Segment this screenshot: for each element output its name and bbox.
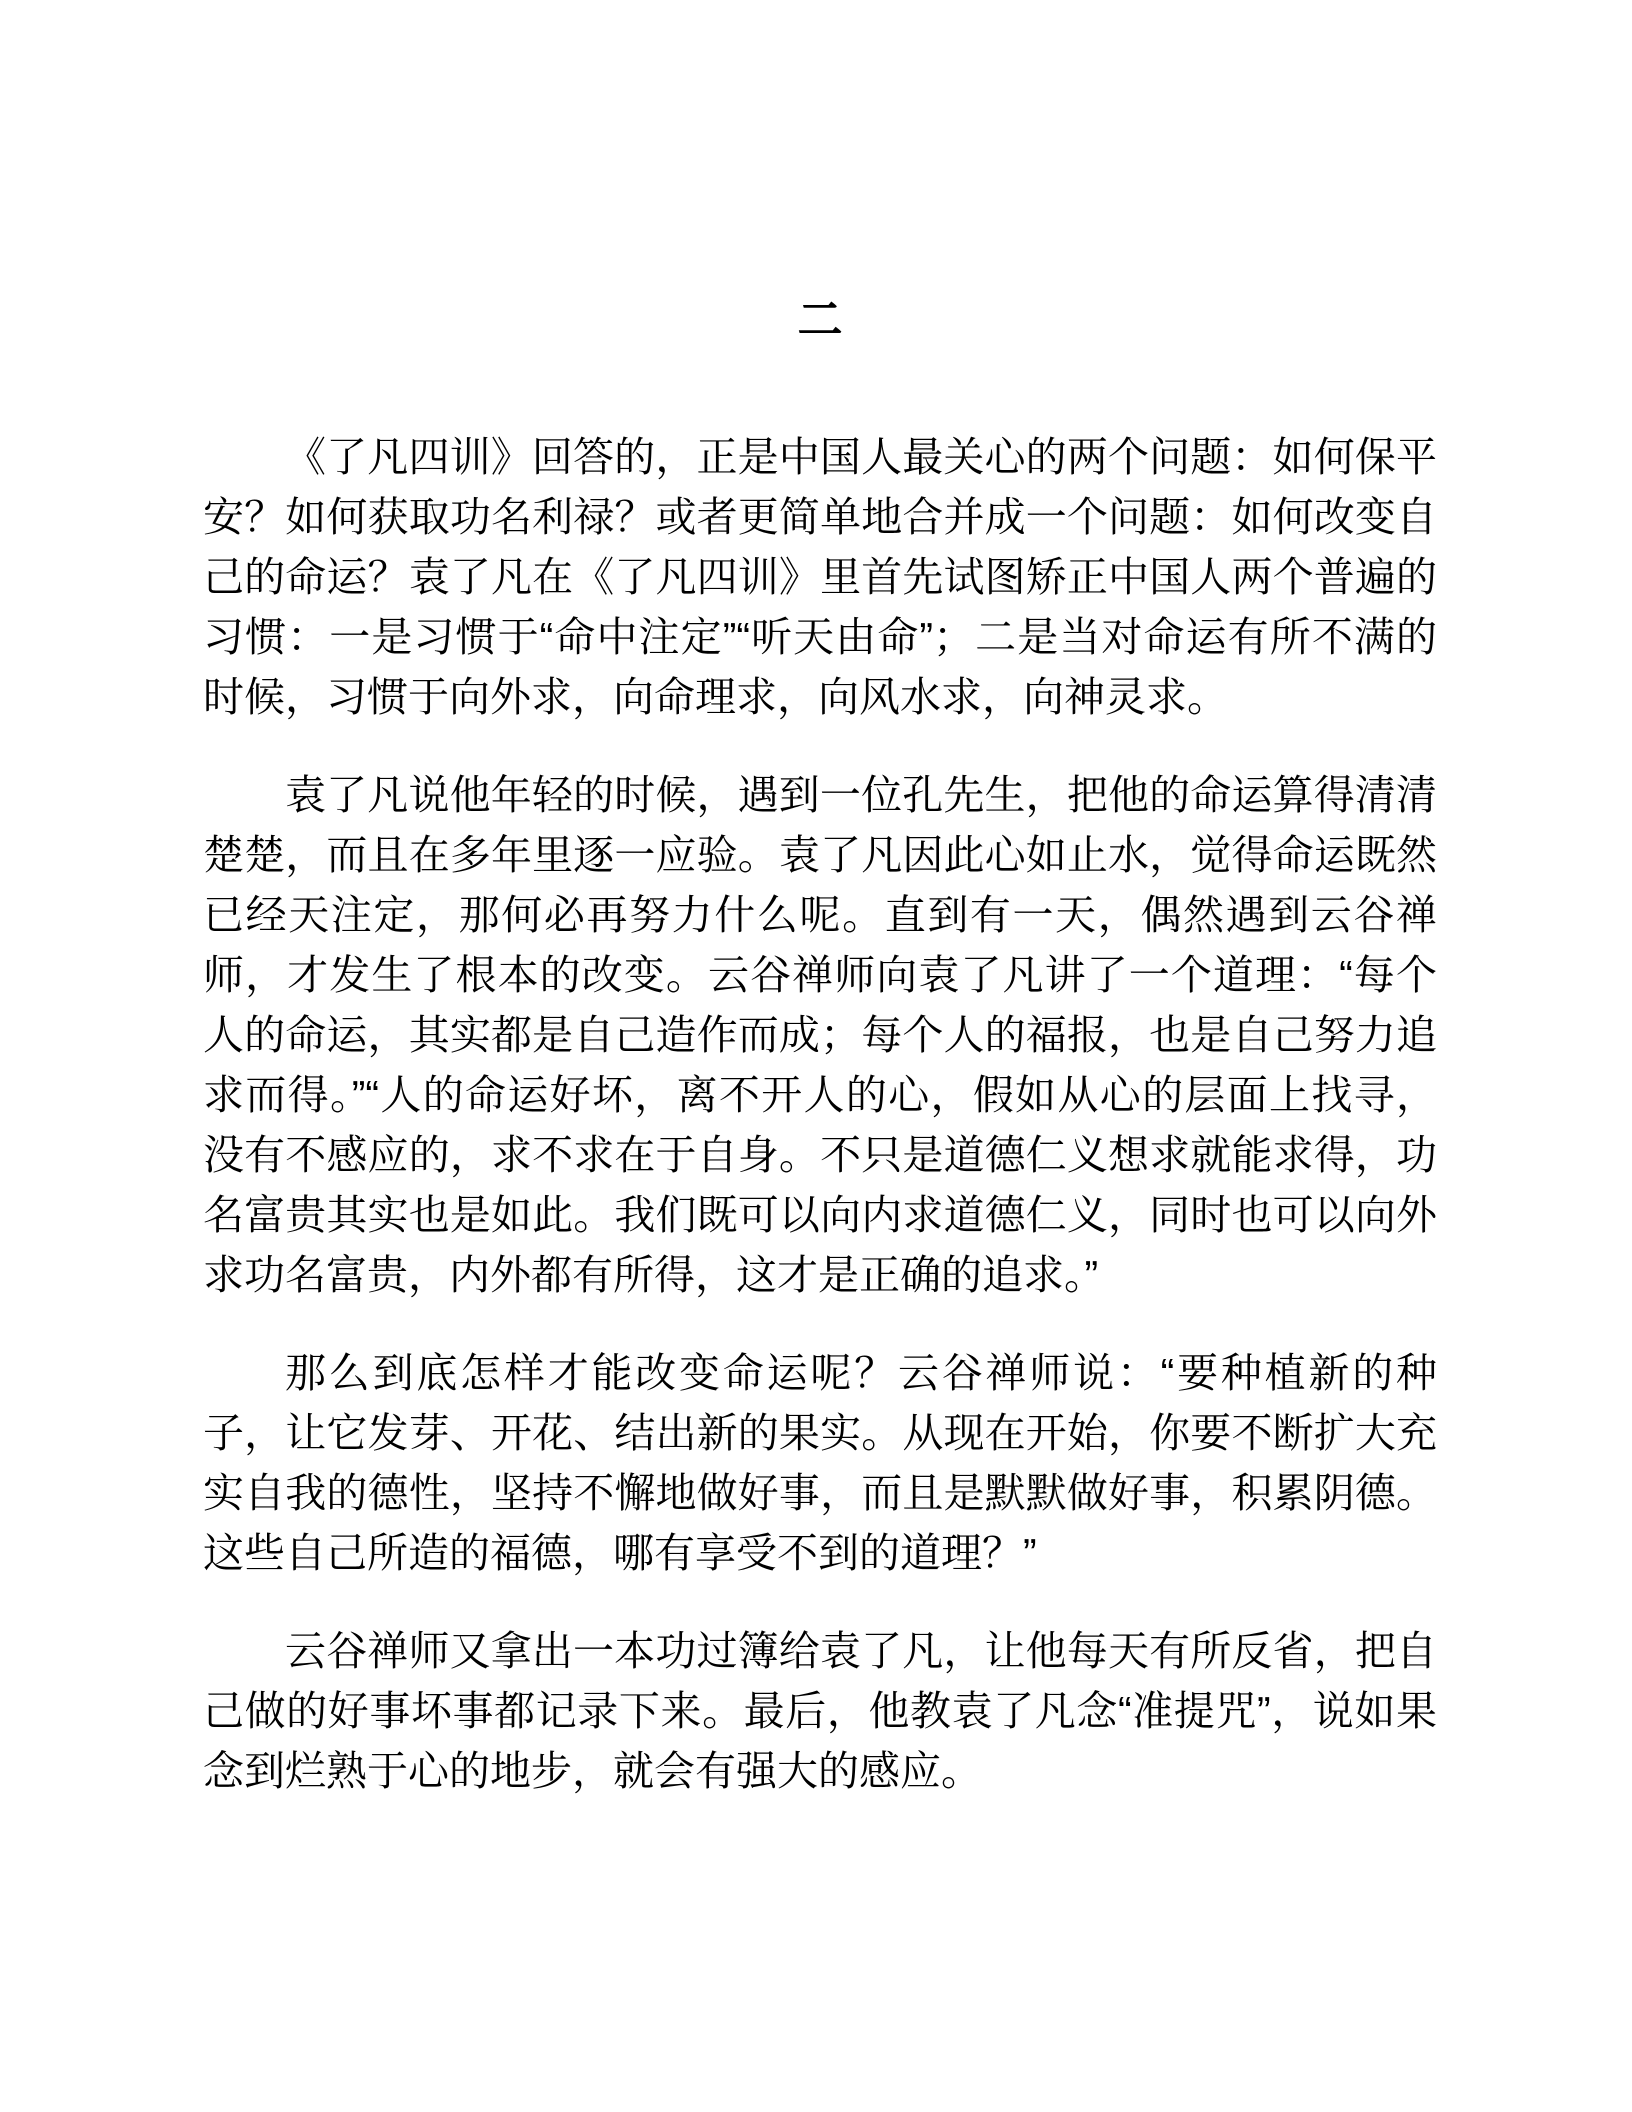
chapter-heading: 二: [797, 294, 843, 345]
paragraph-2: 袁了凡说他年轻的时候，遇到一位孔先生，把他的命运算得清清楚楚，而且在多年里逐一应验。袁了凡因此心如止水，觉得命运既然已经天注定，那何必再努力什么呢。直到有一天，偶然遇到云谷禅师，才发生了根本的改变。云谷禅师向袁了凡讲了一个道理：“每个人的命运，其实都是自己造作而成；每个人的福报，也是自己努力追求而得。”“人的命运好坏，离不开人的心，假如从心的层面上找寻，没有不感应的，求不求在于自身。不只是道德仁义想求就能求得，功名富贵其实也是如此。我们既可以向内求道德仁义，同时也可以向外求功名富贵，内外都有所得，这才是正确的追求。”: [203, 772, 1437, 1298]
body-text: [203, 427, 1437, 1801]
paragraph-4: 云谷禅师又拿出一本功过簿给袁了凡，让他每天有所反省，把自己做的好事坏事都记录下来。最后，他教袁了凡念“准提咒”，说如果念到烂熟于心的地步，就会有强大的感应。: [203, 1628, 1437, 1794]
paragraph-1: 《了凡四训》回答的，正是中国人最关心的两个问题：如何保平安？如何获取功名利禄？或者更简单地合并成一个问题：如何改变自己的命运？袁了凡在《了凡四训》里首先试图矫正中国人两个普遍的习惯：一是习惯于“命中注定”“听天由命”；二是当对命运有所不满的时候，习惯于向外求，向命理求，向风水求，向神灵求。: [203, 434, 1437, 720]
paragraph-3: 那么到底怎样才能改变命运呢？云谷禅师说：“要种植新的种子，让它发芽、开花、结出新的果实。从现在开始，你要不断扩大充实自我的德性，坚持不懈地做好事，而且是默默做好事，积累阴德。这些自己所造的福德，哪有享受不到的道理？”: [203, 1350, 1437, 1576]
